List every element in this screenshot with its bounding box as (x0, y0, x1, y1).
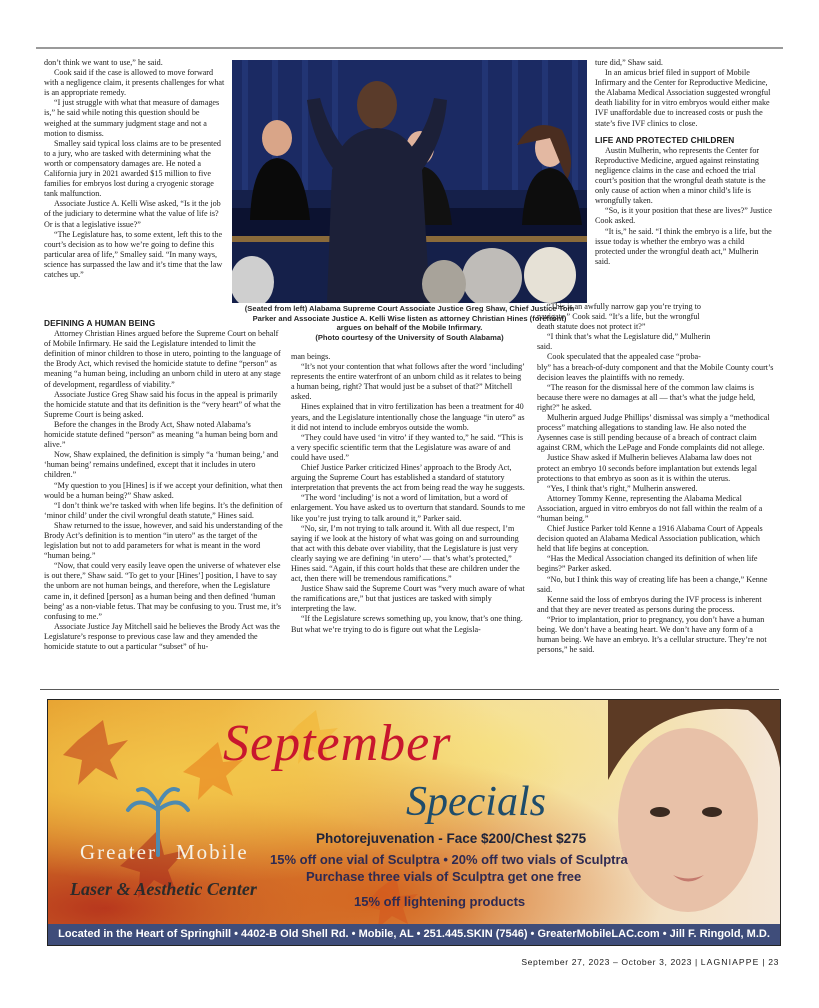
ad-brand-subtitle: Laser & Aesthetic Center (70, 879, 257, 899)
paragraph: Kenne said the loss of embryos during the IVF process is inherent and that they are never treated as persons during the process. (537, 594, 762, 614)
paragraph: Shaw returned to the issue, however, and said his understanding of the Brody Act’s definition is to mention “in utero” as the target of the legislation but not to add parameters for what is meant in the word “human being.” (44, 520, 283, 561)
paragraph: “The reason for the dismissal here of the common law claims is because there were no damages at all — that’s what the judge held, right?” he asked. (537, 382, 756, 412)
ad-offer-photorejuvenation: Photorejuvenation - Face $200/Chest $275 (316, 831, 587, 846)
paragraph: “No, sir, I’m not trying to talk around it. With all due respect, I’m saying if we look at the history of what was going on and surrounding that act with this debate over viability, that the Legislature is just very clearly saying we are defining ‘in utero’ — that’s what’s protected,” Hines said. “Again, if this court holds that these are children under the act, then there will be tremendous ramifications.” (291, 523, 520, 584)
paragraph: Justice Shaw said the Supreme Court was “very much aware of what the ramifications are,” but that justices are tasked with simply interpreting the law. (291, 584, 525, 614)
article-column-3-lower (537, 302, 775, 684)
paragraph: “The word ‘including’ is not a word of limitation, but a word of enlargement. You have asked us to overturn that standard. Sounds to me like you’re just trying to talk around it,” Parker said. (291, 493, 526, 523)
ad-title-september: September (223, 715, 452, 772)
paragraph: Cook speculated that the appealed case “proba- (547, 352, 701, 362)
paragraph: “So, is it your position that these are lives?” Justice Cook asked. (595, 206, 772, 226)
article-column-1-lower (44, 312, 283, 684)
bottom-rule (40, 689, 779, 690)
paragraph: “My question to you [Hines] is if we accept your definition, what then would be a human being?” Shaw asked. (44, 480, 283, 500)
article-column-3 (595, 58, 775, 302)
paragraph: Attorney Tommy Kenne, representing the Alabama Medical Association, argued in vitro embryos do not fall within the realm of a “human being.” (537, 493, 763, 523)
paragraph: Associate Justice Jay Mitchell said he believes the Brody Act was the Legislature’s response to previous case law and they amended the homicide statute to out a particular “subset” of hu- (44, 621, 280, 651)
courtroom-illustration (232, 60, 587, 303)
paragraph: Smalley said typical loss claims are to be presented to a jury, who are tasked with determining what the worth or compensatory damages are. He noted a California jury in 2021 awarded $15 million to five families for embryos lost during a cryogenic storage tank malfunction. (44, 138, 221, 199)
paragraph: “I think that’s what the Legislature did,” Mulherin said. (537, 332, 711, 352)
paragraph: Associate Justice Greg Shaw said his focus in the appeal is primarily the homicide statute and that its definition is the “very heart” of what the Supreme Court is being asked. (44, 389, 281, 419)
advertisement[interactable] (47, 699, 781, 946)
paragraph: Cook said if the case is allowed to move forward with a negligence claim, it presents challenges for what is an appropriate remedy. (44, 68, 225, 98)
footer-separator: | (691, 957, 701, 967)
paragraph: “If the Legislature screws something up, you know, that’s one thing. But what we’re trying to do is figure out what the Legisla- (291, 614, 523, 634)
paragraph: “It is,” he said. “I think the embryo is a life, but the issue today is whether the embryo was a child protected under the wrongful death act,” Mulherin said. (595, 226, 772, 266)
paragraph: “No, but I think this way of creating life has been a change,” Kenne said. (537, 574, 768, 594)
page-number: 23 (768, 957, 779, 967)
ad-offer-sculptra-bundle: Purchase three vials of Sculptra get one free (306, 869, 582, 884)
ad-offer-sculptra: 15% off one vial of Sculptra • 20% off two vials of Sculptra (270, 852, 628, 867)
paragraph: bly” has a breach-of-duty component and that the Mobile County court’s decision leaves the plaintiffs with no remedy. (537, 362, 774, 382)
paragraph: “Has the Medical Association changed its definition of when life begins?” Parker asked. (537, 554, 758, 574)
paragraph: “The Legislature has, to some extent, left this to the court’s decision as to how we’re going to define this particular area of life,” Smalley said. “In many ways, science has surpassed the law and it’s time that the law catches up.” (44, 229, 223, 279)
top-rule (36, 47, 783, 49)
paragraph: “I just struggle with what that measure of damages is,” he said while noting this question should be weighed at the summary judgment stage and not a motion to dismiss. (44, 98, 220, 138)
paragraph: “They could have used ‘in vitro’ if they wanted to,” he said. “This is a very specific scientific term that the Legislature was aware of and could have used.” (291, 432, 524, 462)
paragraph: Mulherin argued Judge Phillips’ dismissal was simply a “methodical process” matching allegations to standing law. He also noted the Aysennes case is still pending because of a breach of contract claim against CRM, which the LePage and Fonde complaints did not allege. (537, 413, 770, 453)
paragraph: Now, Shaw explained, the definition is simply “a ‘human being,’ and ‘human being’ remains undefined, except that it includes in utero children.” (44, 450, 279, 480)
paragraph: Associate Justice A. Kelli Wise asked, “Is it the job of the judiciary to determine what the value of life is? Or is that a legislative issue?” (44, 199, 221, 229)
paragraph: Justice Shaw asked if Mulherin believes Alabama law does not protect an embryo 10 seconds before implantation but extends legal protections to that embryo as soon as it is within the uterus. (537, 453, 757, 483)
caption-credit: (Photo courtesy of the University of South Alabama) (315, 332, 504, 342)
paragraph: Chief Justice Parker criticized Hines’ approach to the Brody Act, arguing the Supreme Court has established a standard of statutory interpretation that prevents the act from being read the way he suggests. (291, 463, 525, 493)
paragraph: “Yes, I think that’s right,” Mulherin answered. (547, 483, 698, 493)
paragraph: Chief Justice Parker told Kenne a 1916 Alabama Court of Appeals decision quoted an Alabama Medical Association publication, which held that life begins at conception. (537, 524, 763, 554)
article-column-2 (291, 352, 526, 684)
caption-line: argues on behalf of the Mobile Infirmary. (336, 323, 483, 333)
photo-caption (232, 304, 587, 342)
paragraph: “This is an awfully narrow gap you’re trying to navigate,” Cook said. “It’s a life, but the wrongful death statute does not protect it?” (537, 302, 701, 332)
ad-brand-mobile: Mobile (176, 840, 249, 864)
ad-footer-bar: Located in the Heart of Springhill • 4402-B Old Shell Rd. • Mobile, AL • 251.445.SKIN (7546) • GreaterMobileLAC.com • Jill F. Ringold, M.D. (48, 924, 780, 945)
paragraph: In an amicus brief filed in support of Mobile Infirmary and the Center for Reproductive Medicine, the Alabama Medical Association suggested wrongful death liability for in vitro embryos would either make IVF unaffordable due to increased costs or push the state’s five IVF clinics to close. (595, 68, 771, 128)
caption-line: (Seated from left) Alabama Supreme Court Associate Justice Greg Shaw, Chief Justice Tom (244, 304, 575, 313)
section-heading: LIFE AND PROTECTED CHILDREN (595, 134, 735, 145)
footer-separator: | (759, 957, 769, 967)
caption-line: Parker and Associate Justice A. Kelli Wise listen as attorney Christian Hines (forefront) (252, 313, 567, 323)
paragraph: Attorney Christian Hines argued before the Supreme Court on behalf of Mobile Infirmary. He said the Legislature intended to limit the definition of minor children to those in utero, pointing to the language of the Brody Act, which revised the homicide statute to define “person” as meaning “a human being, including an unborn child in utero at any stage of development, regardless of viability.” (44, 329, 281, 389)
paragraph: “Prior to implantation, prior to pregnancy, you don’t have a human being. We don’t have a beating heart. We don’t have any form of a human being. We have an embryo. It’s a cellular structure. They’re not persons,” he said. (537, 614, 767, 655)
publication-name: LAGNIAPPE (700, 957, 760, 967)
paragraph: “I don’t think we’re tasked with when life begins. It’s the definition of ‘minor child’ under the civil wrongful death statute,” Hines said. (44, 500, 283, 520)
issue-dates: September 27, 2023 – October 3, 2023 (521, 957, 692, 967)
paragraph: ture did,” Shaw said. (595, 58, 663, 67)
ad-title-specials: Specials (406, 779, 546, 825)
paragraph: Austin Mulherin, who represents the Center for Reproductive Medicine, argued against reinstating negligence claims in the case and echoed the trial court’s position that the wrongful death statute is the only cause of action when a minor child’s life is wrongfully taken. (595, 145, 766, 206)
ad-offer-lightening: 15% off lightening products (354, 894, 526, 909)
paragraph: Before the changes in the Brody Act, Shaw noted Alabama’s homicide statute defined “person” as meaning “a human being born and alive.” (44, 419, 278, 450)
section-heading: DEFINING A HUMAN BEING (44, 318, 156, 328)
paragraph: “It’s not your contention that what follows after the word ‘including’ represents the entire waterfront of an unborn child as it relates to being a human being, right? That would just be a subset of that?” Mitchell asked. (291, 362, 525, 402)
courtroom-photo (232, 60, 587, 303)
article-column-1 (44, 58, 229, 310)
paragraph: “Now, that could very easily leave open the universe of whatever else is out there,” Shaw said. “To get to your [Hines’] position, I have to say the unborn are not human beings, and therefore, when the Legislature came in, it defined [person] as a human being and then defined ‘human being’ as a non-viable fetus. That may be confusing to you. Trust me, it’s confusing to me.” (44, 561, 282, 621)
ad-brand-greater: Greater (80, 840, 157, 864)
page-footer (521, 957, 779, 967)
paragraph: man beings. (291, 352, 331, 361)
paragraph: Hines explained that in vitro fertilization has been a treatment for 40 years, and the Legislature intentionally chose the language “in utero” as it did not intend to include embryos outside the womb. (291, 402, 525, 432)
paragraph: don’t think we want to use,” he said. (44, 58, 163, 67)
